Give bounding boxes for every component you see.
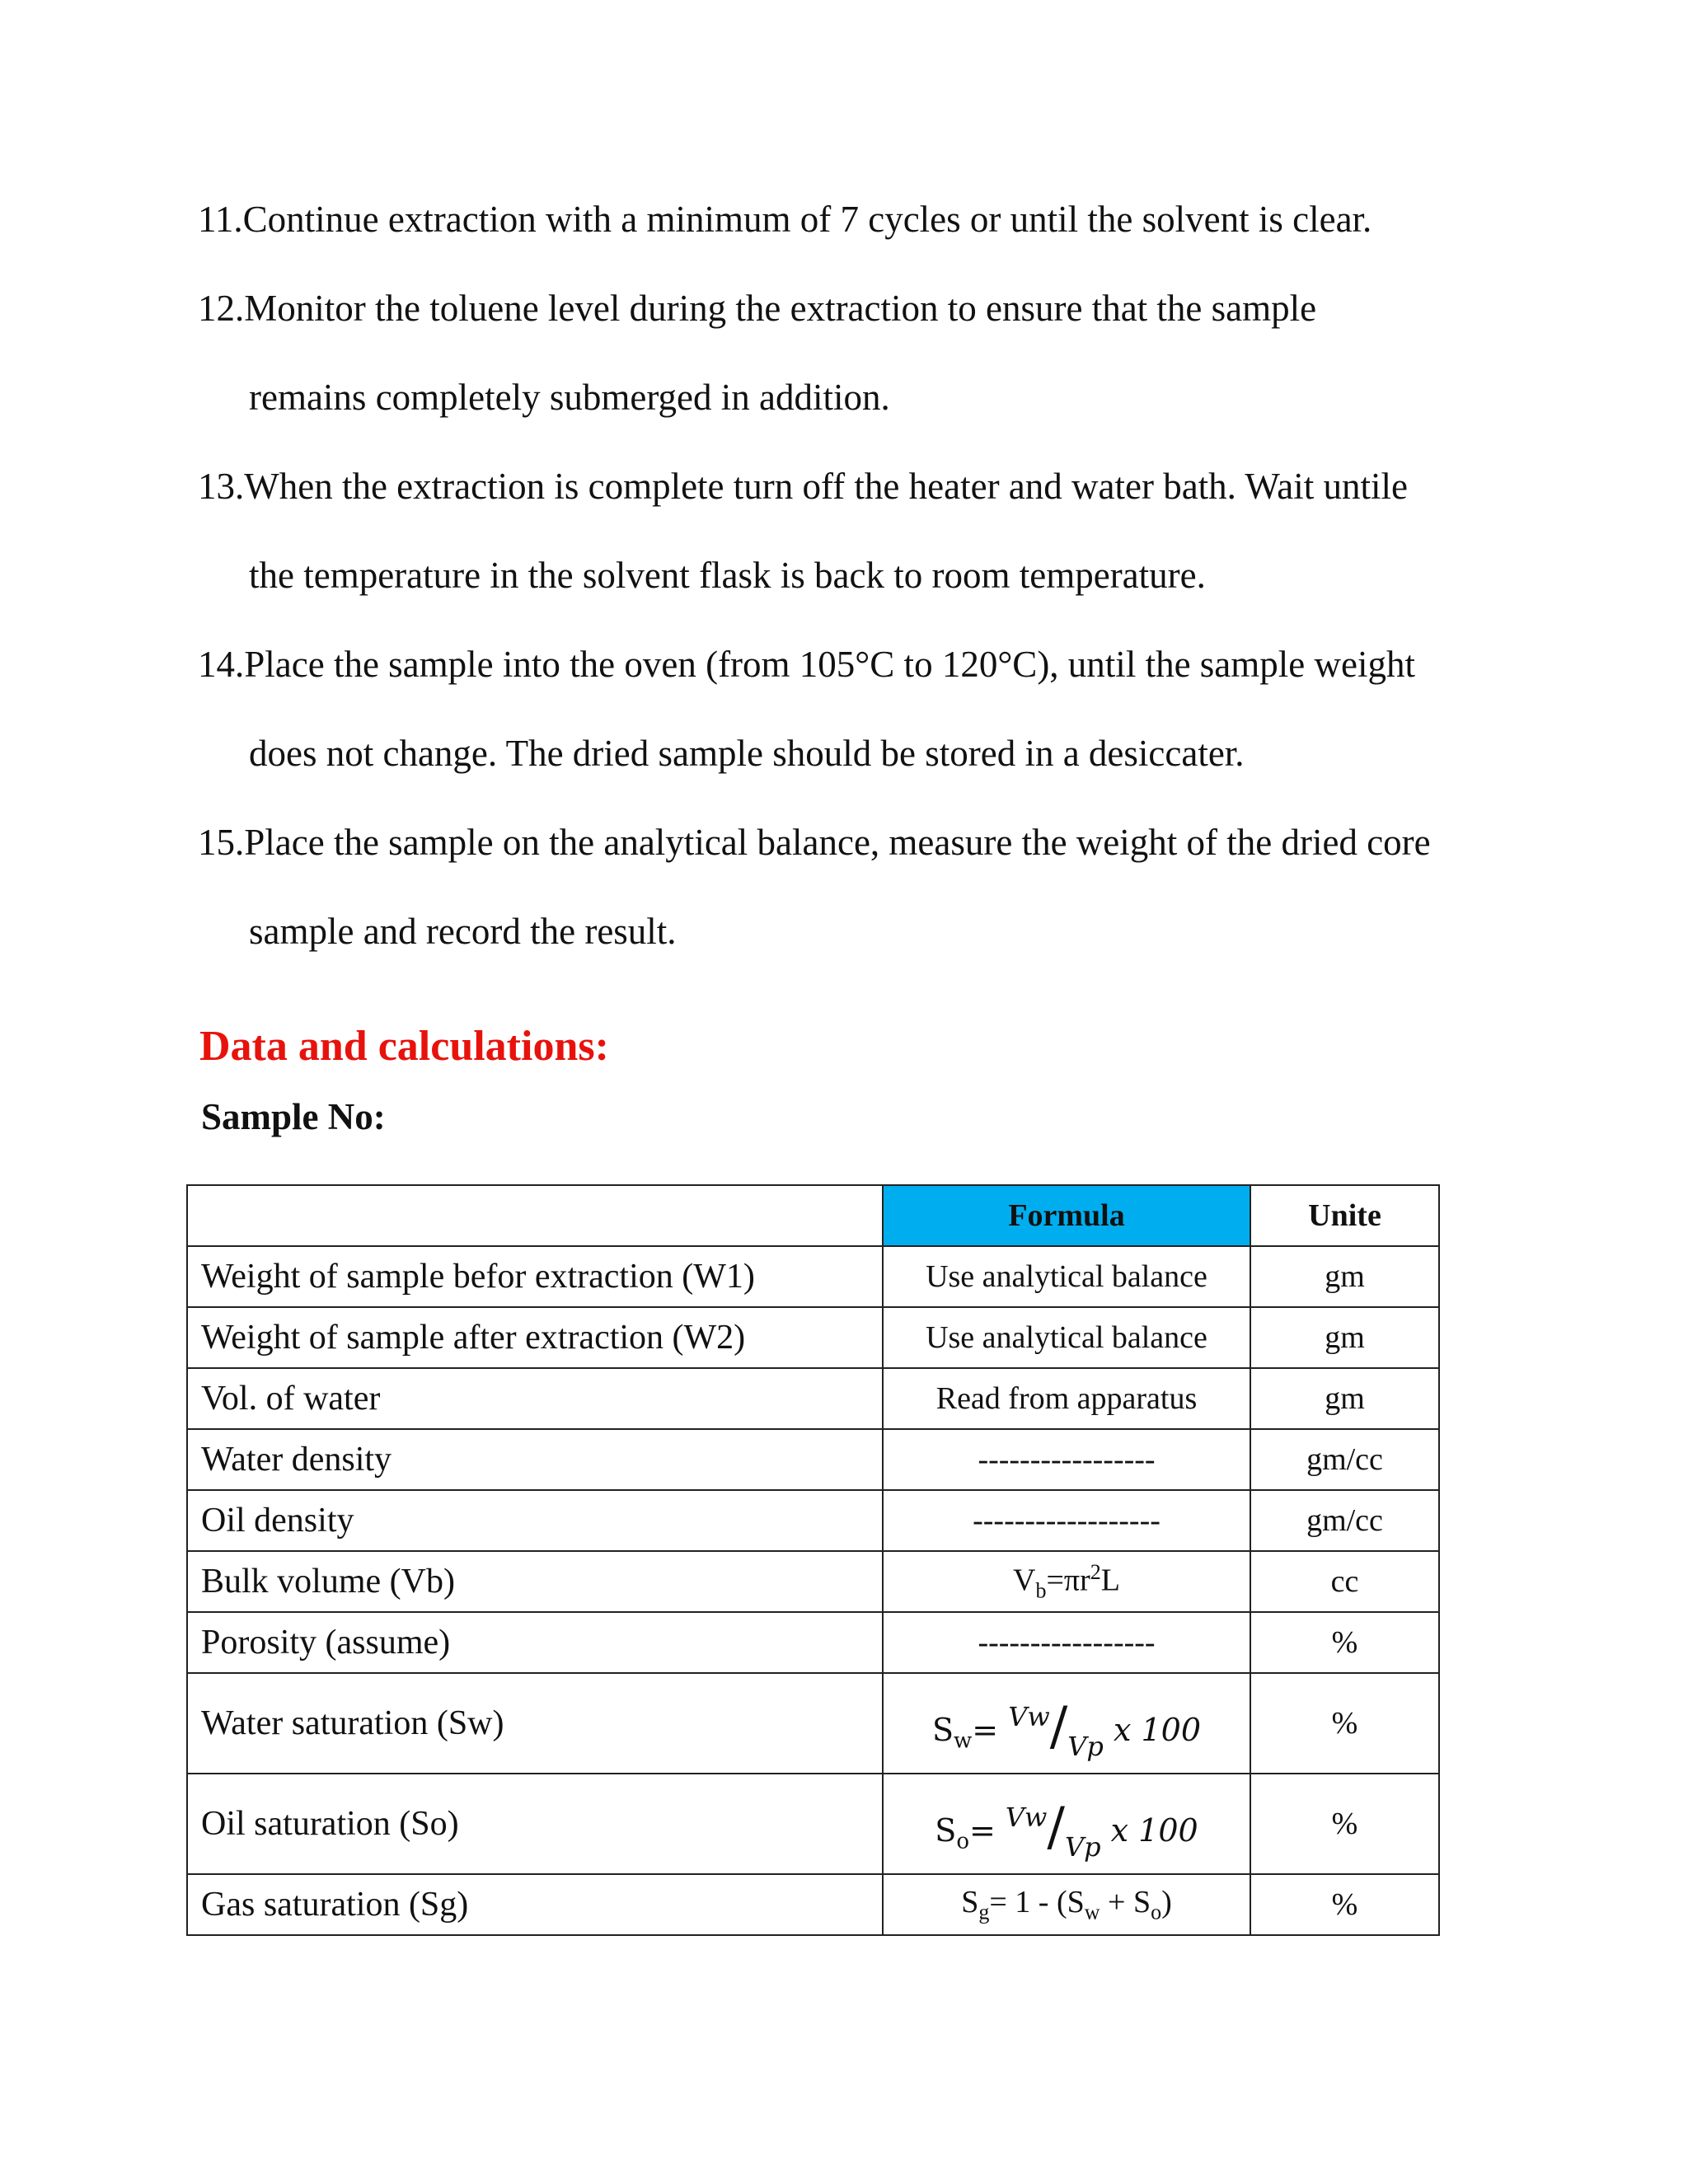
step-11 (198, 194, 1372, 244)
row-label: Weight of sample after extraction (W2) (187, 1307, 883, 1368)
row-formula: ------------------ (883, 1490, 1250, 1551)
row-label: Water saturation (Sw) (187, 1673, 883, 1774)
step-text: When the extraction is complete turn off the heater and water bath. Wait untile (244, 466, 1408, 507)
row-unit: cc (1250, 1551, 1439, 1612)
row-label: Water density (187, 1429, 883, 1490)
header-formula: Formula (883, 1185, 1250, 1246)
row-formula: Use analytical balance (883, 1246, 1250, 1307)
header-unit: Unite (1250, 1185, 1439, 1246)
step-13-continuation: the temperature in the solvent flask is back to room temperature. (249, 555, 1206, 596)
table-row (187, 1246, 1439, 1307)
table-row (187, 1874, 1439, 1935)
header-blank (187, 1185, 883, 1246)
row-formula: ----------------- (883, 1429, 1250, 1490)
step-number: 14. (198, 644, 245, 685)
section-heading: Data and calculations: (199, 1023, 609, 1070)
step-15 (198, 818, 1431, 867)
data-table (186, 1184, 1440, 1936)
row-unit: gm (1250, 1368, 1439, 1429)
table-row (187, 1551, 1439, 1612)
row-formula: ----------------- (883, 1612, 1250, 1673)
water-saturation-formula: $S_w= ^{Vw}/_{Vp}$ x 100 (883, 1673, 1250, 1774)
step-text: Monitor the toluene level during the extraction to ensure that the sample (244, 288, 1317, 329)
step-14-continuation: does not change. The dried sample should be stored in a desiccater. (249, 733, 1245, 774)
step-text: Continue extraction with a minimum of 7 cycles or until the solvent is clear. (242, 199, 1372, 240)
row-unit: % (1250, 1673, 1439, 1774)
table-row (187, 1612, 1439, 1673)
step-number: 13. (198, 466, 245, 507)
table-row (187, 1429, 1439, 1490)
step-12 (198, 284, 1316, 333)
table-header-row (187, 1185, 1439, 1246)
step-15-continuation: sample and record the result. (249, 911, 677, 952)
gas-saturation-formula: $S_g= 1 - (S_w + S_o)$ (883, 1874, 1250, 1935)
table-row (187, 1774, 1439, 1874)
table-row (187, 1307, 1439, 1368)
table-row (187, 1673, 1439, 1774)
row-unit: % (1250, 1874, 1439, 1935)
row-unit: % (1250, 1612, 1439, 1673)
bulk-volume-formula: $V_b=\pi r^2L$ (883, 1551, 1250, 1612)
row-label: Oil saturation (So) (187, 1774, 883, 1874)
step-text: Place the sample on the analytical balance, measure the weight of the dried core (244, 822, 1431, 863)
row-formula: Use analytical balance (883, 1307, 1250, 1368)
step-number: 11. (198, 199, 243, 240)
step-14 (198, 640, 1415, 689)
row-unit: gm (1250, 1246, 1439, 1307)
table-row (187, 1490, 1439, 1551)
row-label: Oil density (187, 1490, 883, 1551)
row-unit: gm/cc (1250, 1490, 1439, 1551)
row-unit: gm/cc (1250, 1429, 1439, 1490)
table-row (187, 1368, 1439, 1429)
row-label: Weight of sample befor extraction (W1) (187, 1246, 883, 1307)
row-label: Vol. of water (187, 1368, 883, 1429)
row-formula: Read from apparatus (883, 1368, 1250, 1429)
step-12-continuation: remains completely submerged in addition. (249, 377, 890, 418)
step-13 (198, 462, 1408, 511)
sample-number-label: Sample No: (201, 1096, 386, 1137)
step-number: 15. (198, 822, 245, 863)
row-label: Porosity (assume) (187, 1612, 883, 1673)
oil-saturation-formula: $S_o= ^{Vw}/_{Vp}$ x 100 (883, 1774, 1250, 1874)
row-unit: gm (1250, 1307, 1439, 1368)
row-label: Bulk volume (Vb) (187, 1551, 883, 1612)
row-unit: % (1250, 1774, 1439, 1874)
step-text: Place the sample into the oven (from 105°C to 120°C), until the sample weight (244, 644, 1415, 685)
row-label: Gas saturation (Sg) (187, 1874, 883, 1935)
step-number: 12. (198, 288, 245, 329)
